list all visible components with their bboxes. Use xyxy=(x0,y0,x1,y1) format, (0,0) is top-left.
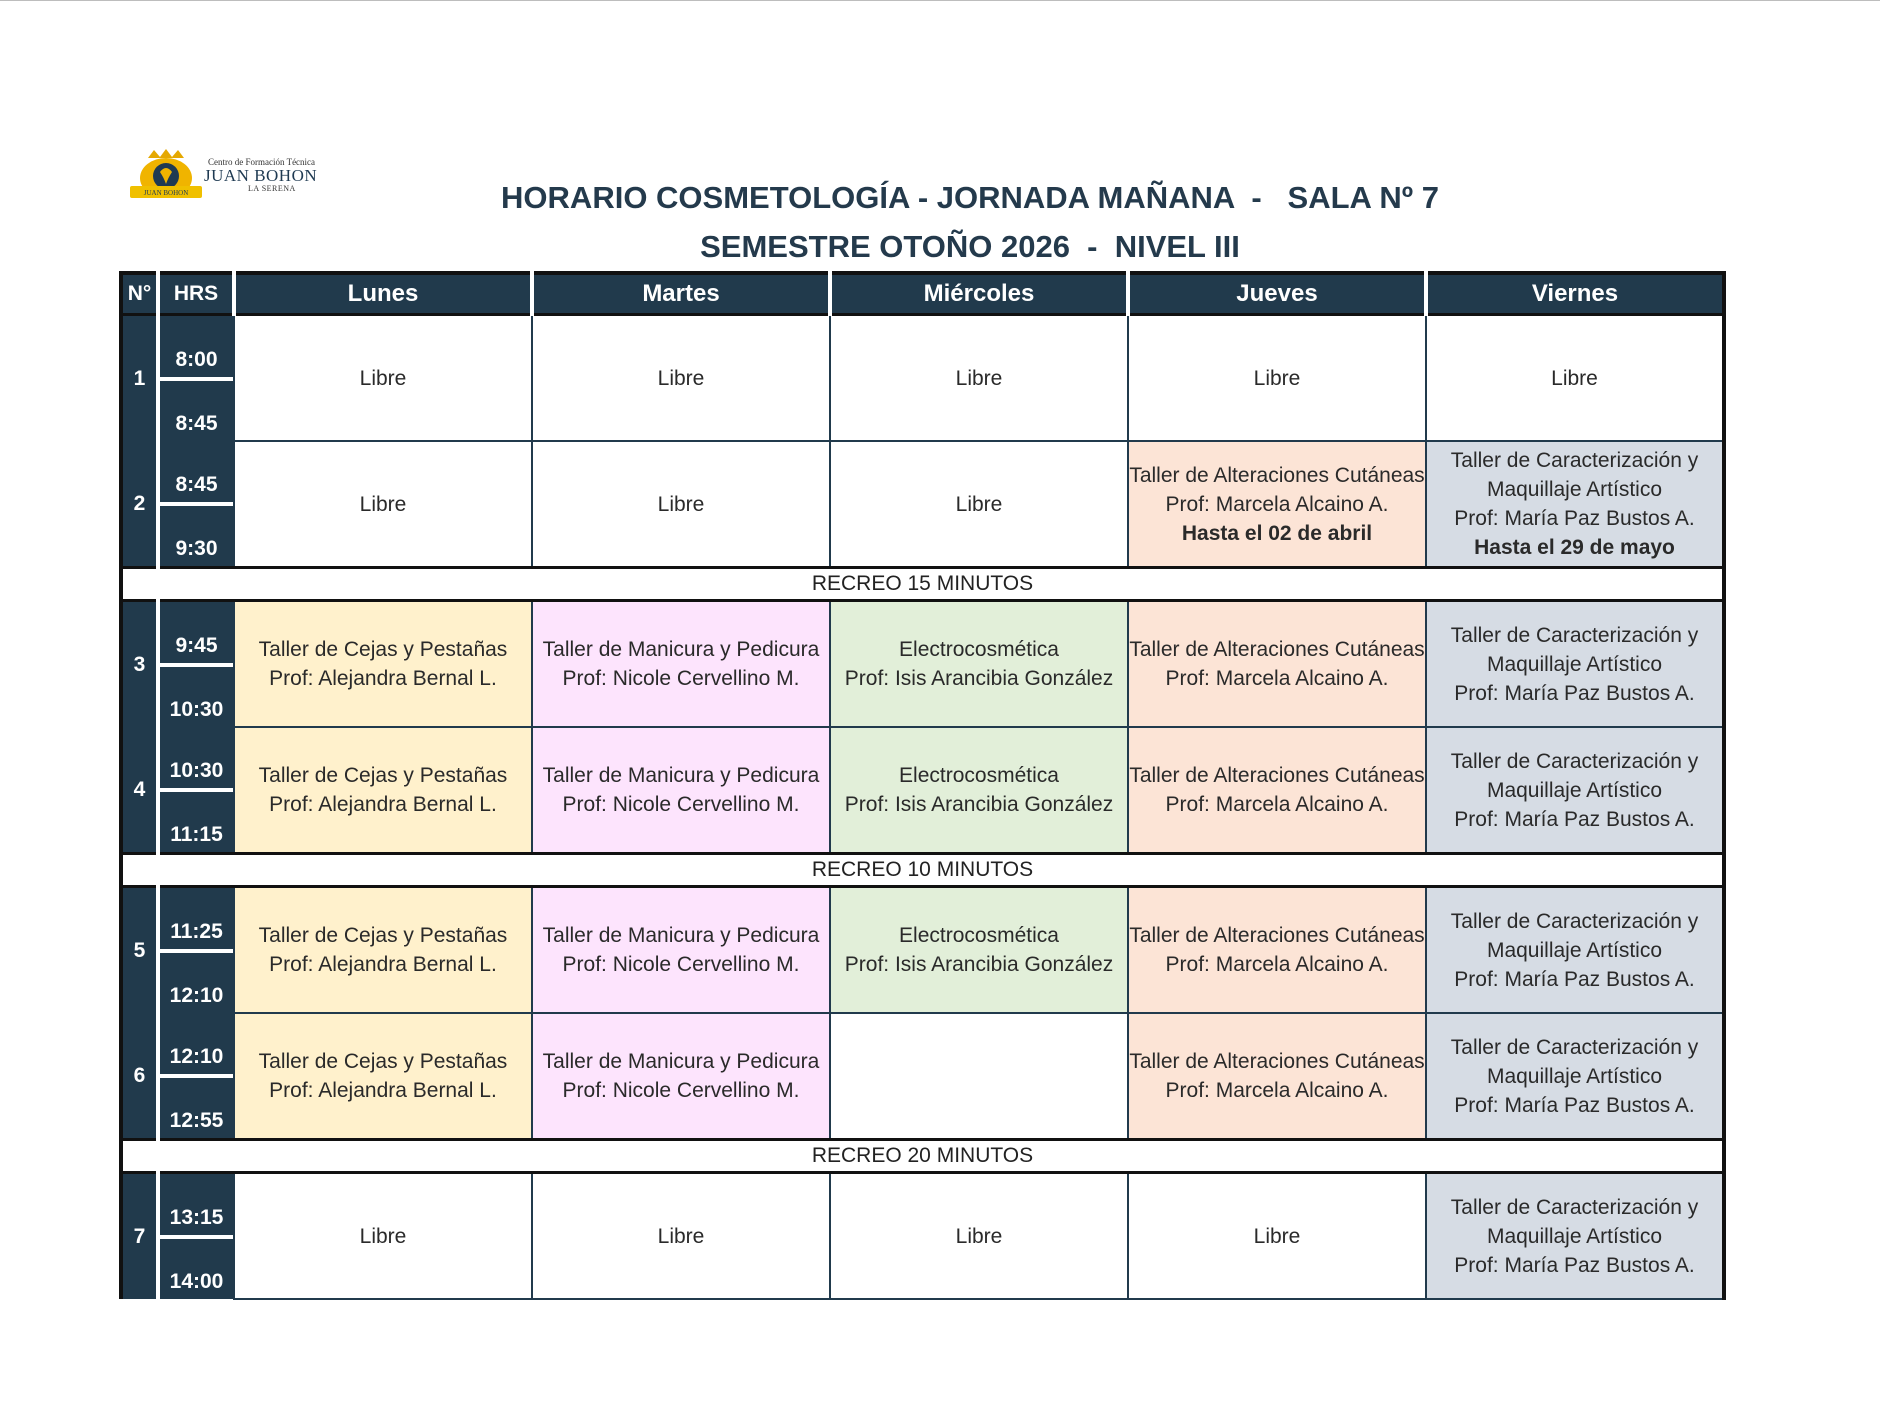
cell-line: Taller de Caracterización y xyxy=(1450,623,1699,647)
period-hours xyxy=(158,727,234,854)
cell-line: Prof: Alejandra Bernal L. xyxy=(269,953,497,976)
start-time: 13:15 xyxy=(169,1206,224,1229)
class-cell xyxy=(1128,1173,1426,1300)
period-row xyxy=(121,887,1724,1014)
cell-line: Libre xyxy=(359,492,407,516)
class-cell xyxy=(1128,887,1426,1014)
cell-note: Hasta el 29 de mayo xyxy=(1474,536,1675,559)
class-cell xyxy=(830,887,1128,1014)
cell-line: Taller de Cejas y Pestañas xyxy=(258,638,508,661)
logo-badge-text: JUAN BOHON xyxy=(143,189,189,197)
class-cell xyxy=(830,601,1128,728)
header-day: Viernes xyxy=(1426,273,1724,315)
end-time: 11:15 xyxy=(170,823,223,846)
cell-line: Taller de Alteraciones Cutáneas xyxy=(1129,638,1425,661)
time-divider xyxy=(160,377,233,381)
cell-line: Taller de Cejas y Pestañas xyxy=(258,764,508,787)
cell-line: Prof: Isis Arancibia González xyxy=(844,667,1114,690)
period-row xyxy=(121,1013,1724,1140)
period-number: 1 xyxy=(121,315,158,442)
header-day: Martes xyxy=(532,273,830,315)
cell-line: Libre xyxy=(657,492,705,516)
cell-line: Prof: Marcela Alcaino A. xyxy=(1165,492,1389,516)
time-divider xyxy=(160,788,233,792)
cell-line: Prof: Alejandra Bernal L. xyxy=(269,793,497,816)
time-divider xyxy=(160,663,233,667)
time-divider xyxy=(160,502,233,506)
cell-line: Taller de Manicura y Pedicura xyxy=(542,924,820,947)
class-cell xyxy=(1426,441,1724,568)
cell-line: Taller de Caracterización y xyxy=(1450,449,1699,472)
class-cell xyxy=(1426,727,1724,854)
header-day: Lunes xyxy=(234,273,532,315)
period-row xyxy=(121,727,1724,854)
cell-line: Prof: María Paz Bustos A. xyxy=(1454,1093,1695,1117)
class-cell xyxy=(532,601,830,728)
cell-line: Prof: María Paz Bustos A. xyxy=(1454,1253,1695,1277)
period-row xyxy=(121,441,1724,568)
period-number: 6 xyxy=(121,1013,158,1140)
cell-line: Prof: Marcela Alcaino A. xyxy=(1165,953,1389,976)
break-row xyxy=(121,854,1724,887)
break-label: RECREO 10 MINUTOS xyxy=(121,854,1724,887)
cell-line: Libre xyxy=(1551,366,1598,390)
class-cell xyxy=(234,887,532,1014)
start-time: 11:25 xyxy=(170,920,223,943)
cell-line: Prof: Alejandra Bernal L. xyxy=(269,1079,497,1102)
time-divider xyxy=(160,1235,233,1239)
class-cell xyxy=(1128,727,1426,854)
cell-line: Taller de Alteraciones Cutáneas xyxy=(1129,924,1425,947)
period-hours xyxy=(158,1013,234,1140)
cell-line: Libre xyxy=(359,1224,407,1248)
cell-line: Taller de Alteraciones Cutáneas xyxy=(1129,764,1425,787)
period-hours xyxy=(158,601,234,728)
end-time: 12:55 xyxy=(169,1109,224,1132)
header-number: N° xyxy=(121,273,158,315)
cell-line: Maquillaje Artístico xyxy=(1486,1224,1663,1248)
cell-line: Libre xyxy=(1253,1224,1301,1248)
break-label: RECREO 15 MINUTOS xyxy=(121,568,1724,601)
cell-line: Libre xyxy=(657,1224,705,1248)
cell-line: Maquillaje Artístico xyxy=(1486,478,1663,501)
class-cell xyxy=(1128,441,1426,568)
class-cell xyxy=(234,441,532,568)
cell-line: Prof: Alejandra Bernal L. xyxy=(269,667,497,690)
cell-line: Prof: Nicole Cervellino M. xyxy=(562,1079,800,1102)
class-cell xyxy=(1128,315,1426,442)
cell-line: Prof: Isis Arancibia González xyxy=(844,953,1114,976)
cell-line: Taller de Alteraciones Cutáneas xyxy=(1129,463,1425,487)
class-cell xyxy=(1426,315,1724,442)
cell-line: Electrocosmética xyxy=(899,764,1059,787)
cell-line: Taller de Alteraciones Cutáneas xyxy=(1129,1050,1425,1073)
period-hours xyxy=(158,441,234,568)
cell-line: Taller de Manicura y Pedicura xyxy=(542,764,820,787)
cell-line: Taller de Caracterización y xyxy=(1450,1035,1699,1059)
cell-line: Taller de Caracterización y xyxy=(1450,909,1699,933)
end-time: 14:00 xyxy=(169,1270,224,1293)
break-label: RECREO 20 MINUTOS xyxy=(121,1140,1724,1173)
cell-line: Taller de Manicura y Pedicura xyxy=(542,1050,820,1073)
period-number: 2 xyxy=(121,441,158,568)
class-cell xyxy=(532,1173,830,1300)
class-cell xyxy=(234,727,532,854)
cell-line: Maquillaje Artístico xyxy=(1486,778,1663,802)
cell-line: Maquillaje Artístico xyxy=(1486,938,1663,962)
period-number: 5 xyxy=(121,887,158,1014)
cell-line: Prof: María Paz Bustos A. xyxy=(1454,507,1695,530)
cell-line: Maquillaje Artístico xyxy=(1486,1064,1663,1088)
class-cell xyxy=(532,315,830,442)
start-time: 9:45 xyxy=(175,634,218,657)
cell-line: Taller de Cejas y Pestañas xyxy=(258,1050,508,1073)
period-row xyxy=(121,601,1724,728)
class-cell xyxy=(1426,1173,1724,1300)
class-cell xyxy=(1128,1013,1426,1140)
cell-line: Electrocosmética xyxy=(899,638,1059,661)
start-time: 12:10 xyxy=(169,1045,224,1068)
class-cell xyxy=(532,1013,830,1140)
cell-line: Libre xyxy=(657,366,705,390)
class-cell xyxy=(234,1173,532,1300)
schedule-title: HORARIO COSMETOLOGÍA - JORNADA MAÑANA - SALA Nº 7 xyxy=(501,180,1439,215)
cell-line: Prof: Nicole Cervellino M. xyxy=(562,793,800,816)
class-cell xyxy=(532,727,830,854)
cell-line: Libre xyxy=(955,1224,1003,1248)
period-row xyxy=(121,315,1724,442)
cell-line: Libre xyxy=(955,492,1003,516)
logo-line3: LA SERENA xyxy=(248,184,296,193)
period-number: 7 xyxy=(121,1173,158,1300)
cell-line: Taller de Caracterización y xyxy=(1450,1195,1699,1219)
cell-line: Libre xyxy=(359,366,407,390)
cell-line: Libre xyxy=(955,366,1003,390)
cell-line: Taller de Caracterización y xyxy=(1450,749,1699,773)
end-time: 9:30 xyxy=(175,537,218,560)
header-hours: HRS xyxy=(158,273,234,315)
class-cell xyxy=(830,1013,1128,1140)
period-hours xyxy=(158,887,234,1014)
cell-line: Prof: Marcela Alcaino A. xyxy=(1165,793,1389,816)
class-cell xyxy=(830,1173,1128,1300)
class-cell xyxy=(830,727,1128,854)
period-number: 4 xyxy=(121,727,158,854)
class-cell xyxy=(1426,1013,1724,1140)
start-time: 10:30 xyxy=(169,759,224,782)
cell-line: Prof: María Paz Bustos A. xyxy=(1454,681,1695,705)
class-cell xyxy=(234,1013,532,1140)
schedule-subtitle: SEMESTRE OTOÑO 2026 - NIVEL III xyxy=(700,229,1240,264)
end-time: 10:30 xyxy=(169,698,224,721)
class-cell xyxy=(830,315,1128,442)
class-cell xyxy=(1426,887,1724,1014)
cell-line: Libre xyxy=(1253,366,1301,390)
schedule-body xyxy=(121,315,1724,1300)
cell-line: Prof: María Paz Bustos A. xyxy=(1454,807,1695,831)
start-time: 8:00 xyxy=(175,348,218,371)
cell-note: Hasta el 02 de abril xyxy=(1181,521,1373,545)
cell-line: Prof: María Paz Bustos A. xyxy=(1454,967,1695,991)
cell-line: Electrocosmética xyxy=(899,924,1059,947)
start-time: 8:45 xyxy=(175,473,218,496)
cell-line: Prof: Nicole Cervellino M. xyxy=(562,667,800,690)
class-cell xyxy=(1128,601,1426,728)
cell-line: Prof: Isis Arancibia González xyxy=(844,793,1114,816)
top-rule xyxy=(0,0,1880,1)
class-cell xyxy=(234,601,532,728)
class-cell xyxy=(830,441,1128,568)
break-row xyxy=(121,1140,1724,1173)
period-hours xyxy=(158,315,234,442)
break-row xyxy=(121,568,1724,601)
class-cell xyxy=(532,887,830,1014)
cell-line: Maquillaje Artístico xyxy=(1486,652,1663,676)
cell-line: Prof: Marcela Alcaino A. xyxy=(1165,1079,1389,1102)
time-divider xyxy=(160,1074,233,1078)
logo-line1: Centro de Formación Técnica xyxy=(208,157,316,167)
period-row xyxy=(121,1173,1724,1300)
class-cell xyxy=(532,441,830,568)
header-day: Miércoles xyxy=(830,273,1128,315)
schedule-table xyxy=(119,271,1726,1300)
period-hours xyxy=(158,1173,234,1300)
class-cell xyxy=(234,315,532,442)
cell-line: Taller de Cejas y Pestañas xyxy=(258,924,508,947)
logo-line2: JUAN BOHON xyxy=(204,166,318,185)
end-time: 12:10 xyxy=(169,984,224,1007)
end-time: 8:45 xyxy=(175,412,218,435)
time-divider xyxy=(160,949,233,953)
cell-line: Taller de Manicura y Pedicura xyxy=(542,638,820,661)
header-row xyxy=(121,273,1724,315)
cell-line: Prof: Marcela Alcaino A. xyxy=(1165,667,1389,690)
header-day: Jueves xyxy=(1128,273,1426,315)
period-number: 3 xyxy=(121,601,158,728)
class-cell xyxy=(1426,601,1724,728)
cell-line: Prof: Nicole Cervellino M. xyxy=(562,953,800,976)
